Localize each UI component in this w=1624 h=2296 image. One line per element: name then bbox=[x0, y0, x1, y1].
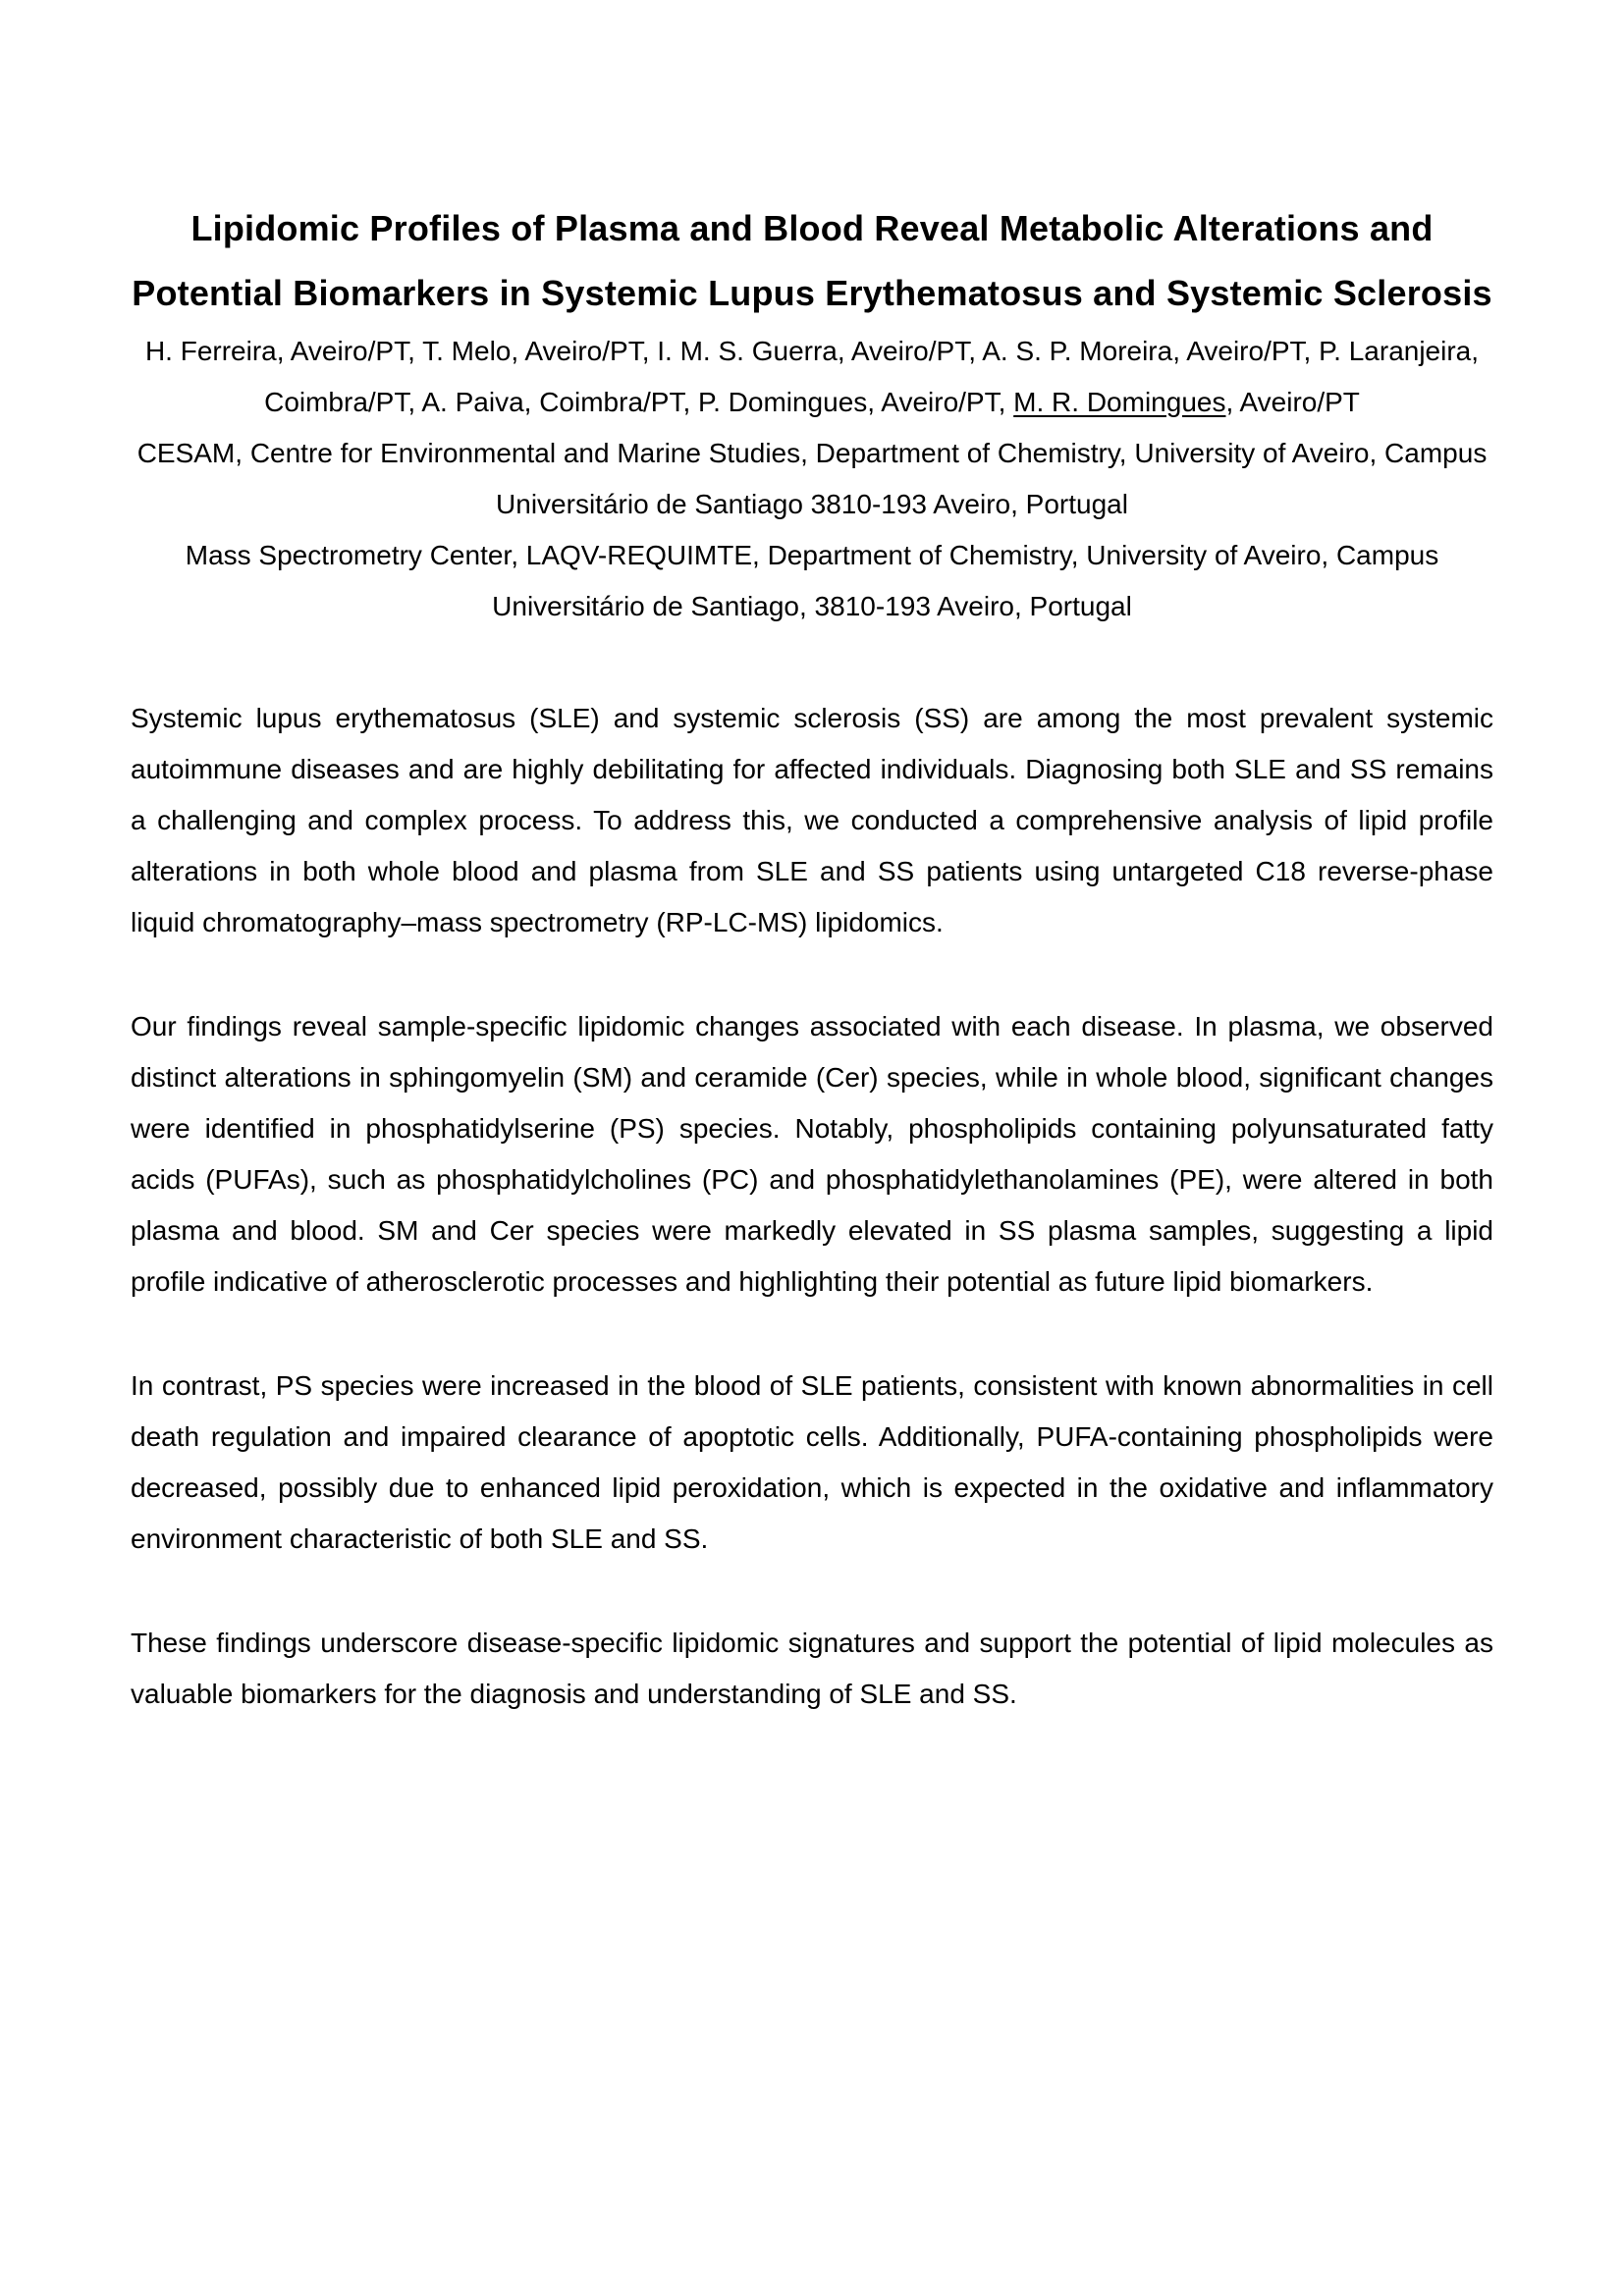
abstract-paragraph-sle-blood-changes: In contrast, PS species were increased in the blood of SLE patients, consistent with known abnormalities in cell death regulation and impaired clearance of apoptotic cells. Additionally, PUFA-containing phospholipids were decreased, possibly due to enhanced lipid peroxidation, which is expected in the oxidative and inflammatory environment characteristic of both SLE and SS. bbox=[131, 1370, 1493, 1554]
abstract-paragraph-introduction: Systemic lupus erythematosus (SLE) and systemic sclerosis (SS) are among the most prevalent systemic autoimmune diseases and are highly debilitating for affected individuals. Diagnosing both SLE and SS remains a challenging and complex process. To address this, we conducted a comprehensive analysis of lipid profile alterations in both whole blood and plasma from SLE and SS patients using untargeted C18 reverse-phase liquid chromatography–mass spectrometry (RP-LC-MS) lipidomics. bbox=[131, 703, 1493, 937]
authors-line bbox=[131, 326, 1493, 428]
abstract-paragraph-findings-plasma-blood: Our findings reveal sample-specific lipidomic changes associated with each disease. In plasma, we observed distinct alterations in sphingomyelin (SM) and ceramide (Cer) species, while in whole blood, significant changes were identified in phosphatidylserine (PS) species. Notably, phospholipids containing polyunsaturated fatty acids (PUFAs), such as phosphatidylcholines (PC) and phosphatidylethanolamines (PE), were altered in both plasma and blood. SM and Cer species were markedly elevated in SS plasma samples, suggesting a lipid profile indicative of atherosclerotic processes and highlighting their potential as future lipid biomarkers. bbox=[131, 1011, 1493, 1297]
affiliation-cesam: CESAM, Centre for Environmental and Marine Studies, Department of Chemistry, University of Aveiro, Campus Universitário de Santiago 3810-193 Aveiro, Portugal bbox=[136, 438, 1488, 519]
paper-title: Lipidomic Profiles of Plasma and Blood Reveal Metabolic Alterations and Potential Biomarkers in Systemic Lupus Erythematosus and Systemic Sclerosis bbox=[132, 208, 1492, 313]
presenting-author: M. R. Domingues bbox=[1013, 387, 1226, 417]
authors-text-after: , Aveiro/PT bbox=[1225, 387, 1360, 417]
authors-text-before: H. Ferreira, Aveiro/PT, T. Melo, Aveiro/PT, I. M. S. Guerra, Aveiro/PT, A. S. P. Moreira, Aveiro/PT, P. Laranjeira, Coimbra/PT, A. Paiva, Coimbra/PT, P. Domingues, Aveiro/PT, bbox=[144, 336, 1480, 417]
affiliation-mass-spectrometry-center: Mass Spectrometry Center, LAQV-REQUIMTE, Department of Chemistry, University of Aveiro, Campus Universitário de Santiago, 3810-193 Aveiro, Portugal bbox=[185, 540, 1439, 621]
abstract-paragraph-conclusion: These findings underscore disease-specific lipidomic signatures and support the potential of lipid molecules as valuable biomarkers for the diagnosis and understanding of SLE and SS. bbox=[131, 1628, 1493, 1709]
